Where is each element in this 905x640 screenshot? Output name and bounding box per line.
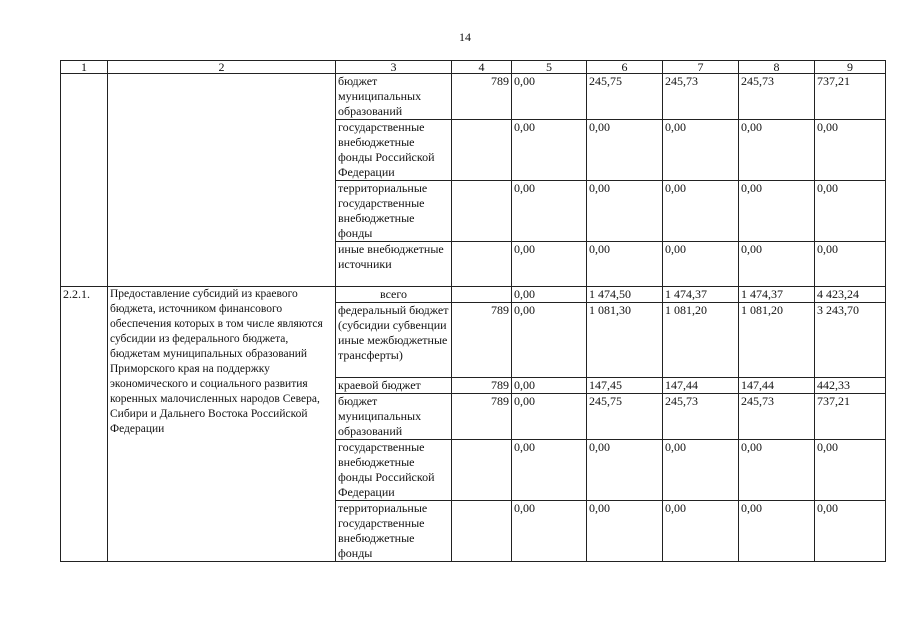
total-cell: 442,33	[815, 378, 886, 394]
value-cell: 0,00	[512, 378, 587, 394]
funding-source-cell: иные внебюджетные источники	[336, 242, 452, 287]
value-cell: 0,00	[587, 181, 663, 242]
header-cell: 7	[663, 61, 739, 74]
total-cell: 0,00	[815, 120, 886, 181]
header-cell: 4	[452, 61, 512, 74]
item-code-cell: 2.2.1.	[61, 287, 108, 562]
value-cell: 0,00	[663, 440, 739, 501]
funding-source-cell: федеральный бюджет (субсидии субвенции иные межбюджетные трансферты)	[336, 303, 452, 378]
header-cell: 1	[61, 61, 108, 74]
value-cell: 0,00	[663, 181, 739, 242]
header-row	[61, 61, 886, 74]
funding-source-cell: государственные внебюджетные фонды Российской Федерации	[336, 120, 452, 181]
funding-source-cell: краевой бюджет	[336, 378, 452, 394]
value-cell: 147,45	[587, 378, 663, 394]
code-cell	[452, 181, 512, 242]
value-cell: 245,73	[663, 394, 739, 440]
value-cell: 0,00	[587, 242, 663, 287]
total-cell: 0,00	[815, 440, 886, 501]
item-description-cell	[108, 74, 336, 287]
funding-source-cell: бюджет муниципальных образований	[336, 74, 452, 120]
value-cell: 1 474,50	[587, 287, 663, 303]
value-cell: 0,00	[739, 242, 815, 287]
value-cell: 0,00	[512, 394, 587, 440]
value-cell: 1 081,30	[587, 303, 663, 378]
value-cell: 1 081,20	[739, 303, 815, 378]
value-cell: 1 081,20	[663, 303, 739, 378]
funding-source-cell: территориальные государственные внебюджетные фонды	[336, 181, 452, 242]
total-cell: 737,21	[815, 74, 886, 120]
funding-source-cell: всего	[336, 287, 452, 303]
header-cell: 9	[815, 61, 886, 74]
item-code-cell	[61, 74, 108, 287]
value-cell: 0,00	[663, 501, 739, 562]
value-cell: 0,00	[739, 181, 815, 242]
code-cell: 789	[452, 394, 512, 440]
value-cell: 0,00	[512, 287, 587, 303]
value-cell: 0,00	[587, 440, 663, 501]
value-cell: 1 474,37	[739, 287, 815, 303]
budget-table	[60, 60, 886, 562]
value-cell: 245,73	[663, 74, 739, 120]
header-cell: 2	[108, 61, 336, 74]
value-cell: 0,00	[739, 120, 815, 181]
value-cell: 0,00	[739, 501, 815, 562]
value-cell: 147,44	[663, 378, 739, 394]
value-cell: 0,00	[512, 303, 587, 378]
page-number: 14	[459, 30, 471, 44]
value-cell: 0,00	[512, 242, 587, 287]
value-cell: 0,00	[739, 440, 815, 501]
total-cell: 0,00	[815, 242, 886, 287]
value-cell: 0,00	[663, 120, 739, 181]
code-cell	[452, 440, 512, 501]
code-cell: 789	[452, 378, 512, 394]
value-cell: 245,73	[739, 394, 815, 440]
total-cell: 0,00	[815, 501, 886, 562]
header-cell: 6	[587, 61, 663, 74]
row-group-2-2-1	[61, 287, 886, 562]
value-cell: 0,00	[512, 74, 587, 120]
value-cell: 245,75	[587, 394, 663, 440]
code-cell	[452, 287, 512, 303]
code-cell	[452, 501, 512, 562]
item-description-cell: Предоставление субсидий из краевого бюджета, источником финансового обеспечения которых в том числе являются субсидии из федерального бюджета, бюджетам муниципальных образований Приморского края на поддержку экономического и социального развития коренных малочисленных народов Севера, Сибири и Дальнего Востока Российской Федерации	[108, 287, 336, 562]
code-cell: 789	[452, 303, 512, 378]
header-cell: 5	[512, 61, 587, 74]
row-group-continued	[61, 74, 886, 287]
funding-source-cell: территориальные государственные внебюджетные фонды	[336, 501, 452, 562]
value-cell: 0,00	[512, 181, 587, 242]
value-cell: 0,00	[512, 120, 587, 181]
value-cell: 0,00	[512, 440, 587, 501]
value-cell: 1 474,37	[663, 287, 739, 303]
code-cell	[452, 242, 512, 287]
header-cell: 3	[336, 61, 452, 74]
header-cell: 8	[739, 61, 815, 74]
total-cell: 0,00	[815, 181, 886, 242]
code-cell	[452, 120, 512, 181]
value-cell: 0,00	[663, 242, 739, 287]
value-cell: 245,75	[587, 74, 663, 120]
table-row	[61, 287, 886, 303]
value-cell: 147,44	[739, 378, 815, 394]
funding-source-cell: бюджет муниципальных образований	[336, 394, 452, 440]
code-cell: 789	[452, 74, 512, 120]
table-row	[61, 74, 886, 120]
funding-source-cell: государственные внебюджетные фонды Российской Федерации	[336, 440, 452, 501]
total-cell: 3 243,70	[815, 303, 886, 378]
value-cell: 245,73	[739, 74, 815, 120]
value-cell: 0,00	[587, 501, 663, 562]
value-cell: 0,00	[512, 501, 587, 562]
value-cell: 0,00	[587, 120, 663, 181]
total-cell: 737,21	[815, 394, 886, 440]
total-cell: 4 423,24	[815, 287, 886, 303]
